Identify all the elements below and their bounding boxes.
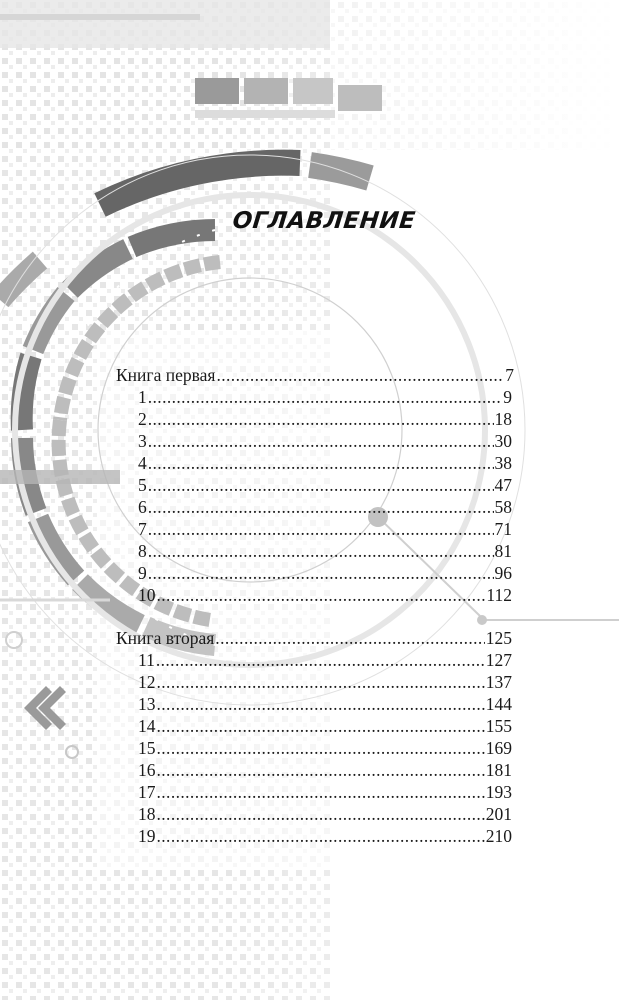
toc-chapter-row (138, 715, 512, 737)
toc-leader-dots (148, 474, 494, 496)
toc-leader-dots (157, 825, 485, 847)
toc-chapter-number: 3 (138, 431, 147, 451)
toc-chapter-number: 2 (138, 409, 147, 429)
toc-page-number: 30 (494, 431, 512, 451)
toc-page-number: 7 (505, 365, 514, 385)
toc-leader-dots (156, 649, 485, 671)
toc-chapter-number: 1 (138, 387, 147, 407)
toc-chapter-number: 5 (138, 475, 147, 495)
toc-page-number: 169 (485, 738, 512, 758)
toc-chapter-row (138, 693, 512, 715)
toc-chapter-number: 8 (138, 541, 147, 561)
toc-chapter-number: 18 (138, 804, 156, 824)
toc-leader-dots (157, 671, 485, 693)
toc-chapter-number: 9 (138, 563, 147, 583)
toc-leader-dots (148, 408, 494, 430)
toc-chapter-row (138, 518, 512, 540)
toc-chapter-number: 17 (138, 782, 156, 802)
toc-chapter-row (138, 540, 512, 562)
toc-chapter-row (138, 430, 512, 452)
toc-page-number: 47 (494, 475, 512, 495)
toc-leader-dots (148, 386, 503, 408)
toc-book-1 (116, 364, 514, 386)
toc-leader-dots (148, 496, 494, 518)
toc-leader-dots (148, 518, 494, 540)
toc-chapter-row (138, 671, 512, 693)
toc-chapter-number: 11 (138, 650, 155, 670)
toc-page-number: 181 (485, 760, 512, 780)
toc-page-number: 125 (485, 628, 512, 648)
toc-page-number: 9 (503, 387, 512, 407)
toc-page-number: 81 (494, 541, 512, 561)
toc-chapter-row (138, 386, 512, 408)
toc-chapter-row (138, 803, 512, 825)
toc-leader-dots (157, 693, 485, 715)
toc-page-number: 58 (494, 497, 512, 517)
toc-leader-dots (157, 803, 485, 825)
toc-chapter-row (138, 737, 512, 759)
toc-page-number: 112 (486, 585, 512, 605)
toc-page-number: 127 (485, 650, 512, 670)
toc-book-label: Книга вторая (116, 628, 215, 648)
toc-chapter-number: 13 (138, 694, 156, 714)
toc-leader-dots (157, 781, 485, 803)
page-title: ОГЛАВЛЕНИЕ (231, 208, 417, 234)
toc-leader-dots (216, 364, 504, 386)
toc-page-number: 71 (494, 519, 512, 539)
toc-chapter-row (138, 408, 512, 430)
toc-chapter-row (138, 759, 512, 781)
toc-chapter-row (138, 584, 512, 606)
toc-chapter-row (138, 781, 512, 803)
toc-leader-dots (215, 627, 484, 649)
toc-chapter-number: 12 (138, 672, 156, 692)
toc-page-number: 18 (494, 409, 512, 429)
toc-page-number: 201 (485, 804, 512, 824)
toc-leader-dots (157, 584, 486, 606)
toc-page-number: 137 (485, 672, 512, 692)
toc-chapter-row (138, 452, 512, 474)
toc-chapter-number: 16 (138, 760, 156, 780)
toc-leader-dots (148, 430, 494, 452)
toc-page-number: 193 (485, 782, 512, 802)
toc-leader-dots (148, 540, 494, 562)
toc-leader-dots (148, 562, 494, 584)
toc-page-number: 155 (485, 716, 512, 736)
toc-page-number: 38 (494, 453, 512, 473)
toc-page-number: 96 (494, 563, 512, 583)
toc-page-number: 210 (485, 826, 512, 846)
toc-chapter-number: 15 (138, 738, 156, 758)
toc-chapter-row (138, 649, 512, 671)
toc-chapter-number: 6 (138, 497, 147, 517)
toc-chapter-row (138, 562, 512, 584)
toc-chapter-row (138, 825, 512, 847)
toc-leader-dots (157, 715, 485, 737)
toc-chapter-number: 10 (138, 585, 156, 605)
toc-leader-dots (157, 759, 485, 781)
toc-chapter-number: 7 (138, 519, 147, 539)
toc-book-label: Книга первая (116, 365, 216, 385)
toc-chapter-number: 4 (138, 453, 147, 473)
toc-chapter-row (138, 474, 512, 496)
toc-chapter-number: 14 (138, 716, 156, 736)
toc-chapter-row (138, 496, 512, 518)
toc-book-2 (116, 627, 512, 649)
toc-page-number: 144 (485, 694, 512, 714)
toc-leader-dots (148, 452, 494, 474)
toc-leader-dots (157, 737, 485, 759)
toc-chapter-number: 19 (138, 826, 156, 846)
